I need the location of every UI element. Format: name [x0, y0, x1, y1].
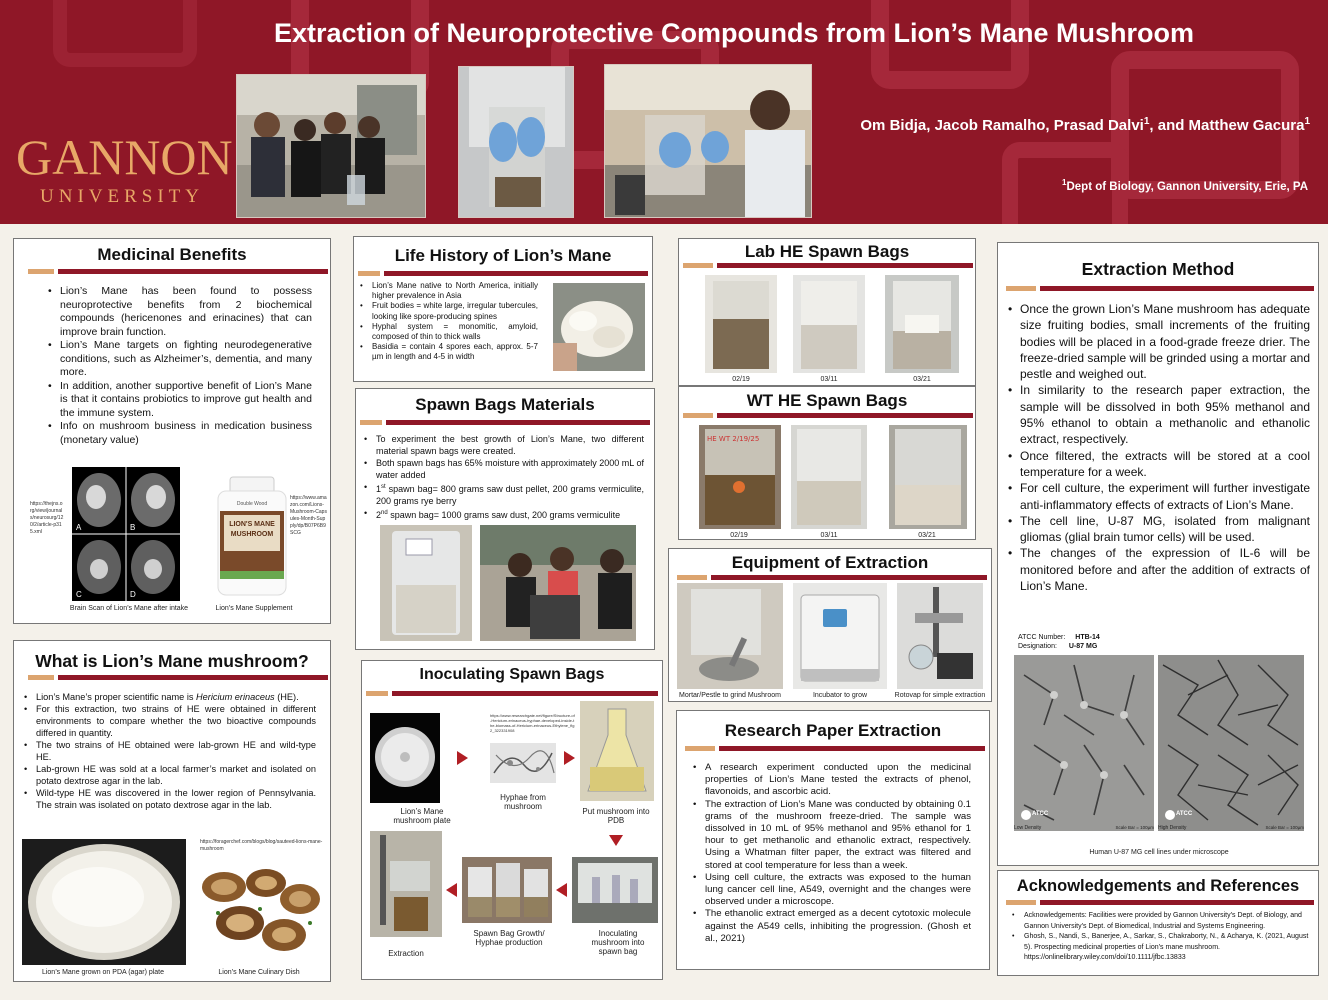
title-rule-accent — [28, 269, 54, 274]
list-item: • Ghosh, S., Nandi, S., Banerjee, A., Sarkar, S., Chakraborty, N., & Acharya, K. (2021, August 5). Prospecting medicinal properties of Lion’s mane mushroom. https://onlinelibrary.wiley.com/doi/10.1111/jfbc.13833 — [1012, 932, 1310, 964]
spawn-bag-graphic — [380, 525, 472, 641]
list-item: • The cell line, U-87 MG, isolated from malignant gliomas (glial brain tumor cells) will be used. — [1008, 513, 1310, 546]
extraction-graphic — [370, 831, 442, 937]
extraction-image — [370, 831, 442, 937]
fruit-body-graphic — [553, 283, 645, 371]
title-rule-accent — [1006, 286, 1036, 291]
culinary-dish-image — [190, 853, 324, 965]
equipment-caption: Mortar/Pestle to grind Mushroom — [679, 692, 781, 699]
poster-title: Extraction of Neuroprotective Compounds from Lion’s Mane Mushroom — [273, 18, 1195, 48]
lab-photo-inoculation-image — [605, 65, 812, 218]
panel-title: Equipment of Extraction — [731, 553, 929, 572]
scale-bar-low: Scale Bar = 100µm — [1115, 825, 1154, 830]
title-rule-accent — [28, 675, 54, 680]
panel-life-history — [353, 236, 653, 382]
hyphae-graphic — [490, 743, 556, 783]
author-list — [760, 116, 1310, 134]
panel-inoculating-spawn-bags — [361, 660, 663, 980]
title-rule-accent — [360, 420, 382, 425]
equipment-caption: Incubator to grow — [812, 692, 868, 699]
list-item: • For this extraction, two strains of HE were obtained in different environments to compare whether the two bioactive compounds differed in quantity. — [24, 703, 316, 739]
list-item: • Fruit bodies = white large, irregular tubercules, looking like spore-producing spines — [360, 301, 538, 321]
source-url-brain-scan: https://thejns.org/view/journals/neurosurg/120/2/article-p315.xml — [30, 501, 64, 535]
rotovap-graphic — [897, 583, 983, 689]
step-caption: Hyphae from mushroom — [500, 793, 546, 811]
authors-first: Om Bidja, Jacob Ramalho, Prasad Dalvi — [860, 117, 1144, 134]
list-item: • The ethanolic extract emerged as a decent cytotoxic molecule against the A549 cells, inhibiting the progression. (Ghosh et al., 2021) — [693, 908, 971, 945]
list-item: • Both spawn bags has 65% moisture with approximately 2000 mL of water added — [364, 457, 644, 481]
title-rule-accent — [358, 271, 380, 276]
lab-photo-inoculation — [604, 64, 812, 218]
title-rule — [392, 691, 658, 696]
label-low-density: Low Density — [1014, 825, 1042, 831]
panel-title: Lab HE Spawn Bags — [744, 242, 910, 261]
panel-spawn-bags-materials — [355, 388, 655, 650]
lab-bag-graphic — [705, 275, 777, 373]
panel-wt-he-spawn-bags — [678, 386, 976, 540]
list-item: • Lion’s Mane native to North America, initially higher prevalence in Asia — [360, 281, 538, 301]
wt-bag-graphic — [889, 425, 967, 529]
mortar-pestle-graphic — [677, 583, 783, 689]
list-item: • Lion’s Mane targets on fighting neurodegenerative conditions, such as Alzheimer’s, dementia, and many more. — [48, 339, 312, 380]
author-affil-marker: 1 — [1143, 116, 1150, 127]
caption-supplement: Lion’s Mane Supplement — [215, 605, 293, 612]
what-bullets — [24, 691, 316, 811]
caption-pda-plate: Lion’s Mane grown on PDA (agar) plate — [41, 969, 165, 976]
affiliation-marker: 1 — [1062, 178, 1067, 187]
scan-label: C — [76, 590, 82, 599]
medicinal-bullets — [48, 285, 312, 447]
title-rule — [58, 675, 328, 680]
cell-high-density-graphic — [1158, 655, 1304, 831]
title-rule-accent — [677, 575, 707, 580]
university-logo-subtitle: UNIVERSITY — [40, 186, 204, 207]
date-label: 03/21 — [918, 532, 936, 539]
list-item: • Once filtered, the extracts will be stored at a cool temperature for a week. — [1008, 448, 1310, 481]
lab-bag-photo — [793, 275, 865, 373]
affiliation-text: Dept of Biology, Gannon University, Erie, PA — [1066, 180, 1308, 193]
source-url-dish: https://foragerchef.com/blogs/blog/sauteed-lions-mane-mushroom — [200, 839, 323, 852]
title-rule-accent — [366, 691, 388, 696]
title-rule — [719, 746, 985, 751]
list-item: • In similarity to the research paper extraction, the sample will be dissolved in both 95% methanol and 95% ethanol to obtain a methanolic and ethanolic extract, respectively. — [1008, 382, 1310, 447]
panel-research-paper-extraction — [676, 710, 990, 970]
culinary-dish-graphic — [190, 853, 324, 965]
hyphae-image — [490, 743, 556, 783]
step-caption: Inoculating mushroom into spawn bag — [591, 929, 645, 956]
list-item: • For cell culture, the experiment will further investigate anti-inflammatory effects of extracts of Lion’s Mane. — [1008, 480, 1310, 513]
scientific-name: Hericium erinaceus — [196, 692, 275, 702]
title-rule-accent — [1006, 900, 1036, 905]
lab-bag-graphic — [793, 275, 865, 373]
pdb-flask-graphic — [580, 701, 654, 801]
life-history-bullets — [360, 281, 538, 363]
panel-title: Life History of Lion’s Mane — [394, 246, 612, 265]
list-item: • Lab-grown HE was sold at a local farmer’s market and isolated on potato dextrose agar in the lab. — [24, 763, 316, 787]
pda-plate-image — [22, 839, 186, 965]
date-label: 03/11 — [820, 532, 838, 539]
ack-references-list — [1012, 911, 1310, 964]
mushroom-plate-graphic — [370, 713, 440, 803]
list-item: • Lion’s Mane’s proper scientific name is Hericium erinaceus (HE). — [24, 691, 316, 703]
mushroom-plate-image — [370, 713, 440, 803]
wt-bag-photo — [889, 425, 967, 529]
atcc-info: ATCC Number: HTB-14 Designation: U-87 MG — [1018, 634, 1100, 650]
list-item: • To experiment the best growth of Lion’s Mane, two different material spawn bags were created. — [364, 433, 644, 457]
spawn-bag-growth-graphic — [462, 857, 552, 923]
lab-photo-gloves-image — [459, 67, 574, 218]
bottle-brand: Double Wood — [236, 501, 268, 507]
research-bullets — [693, 762, 971, 945]
incubator-graphic — [793, 583, 887, 689]
step-caption: Lion’s Mane mushroom plate — [393, 807, 451, 825]
panel-title: What is Lion’s Mane mushroom? — [35, 651, 309, 671]
lions-mane-fruit-body-image — [553, 283, 645, 371]
step-caption: Extraction — [388, 949, 424, 958]
list-item: • Once the grown Lion’s Mane mushroom has adequate size fruiting bodies, small increments of the fruiting bodies will be placed in a food-grade freeze drier. The freeze-dried sample will be grinded using a mortar and pestle and weighed out. — [1008, 301, 1310, 382]
university-logo-wordmark: GANNON — [16, 129, 233, 185]
title-rule — [711, 575, 987, 580]
bag-handwritten-tag: HE WT 2/19/25 — [707, 435, 760, 443]
lab-photo-gloves — [458, 66, 574, 218]
flow-arrow-down — [609, 835, 623, 846]
panel-equipment-of-extraction — [668, 548, 992, 702]
cell-line-low-density-image — [1014, 655, 1154, 831]
authors-last: , and Matthew Gacura — [1149, 117, 1305, 134]
flow-arrow-left — [556, 883, 567, 897]
caption-culinary-dish: Lion’s Mane Culinary Dish — [218, 969, 300, 976]
supplement-bottle-image — [210, 471, 294, 601]
list-item: • Acknowledgements: Facilities were provided by Gannon University’s Dept. of Biology, and Gannon University’s Dept. of Biomedical, Industrial and Systems Engineering. — [1012, 911, 1310, 932]
list-item: • The extraction of Lion’s Mane was conducted by obtaining 0.1 grams of the mushroom freeze-dried. The sample was dissolved in 10 mL of 95% methanol and 95% ethanol for 1 hour to get methanolic and ethanolic extract, respectively. Using a Whatman filter paper, the extract was filtered and stored at cool temperature for less than a week. — [693, 799, 971, 872]
date-label: 03/11 — [820, 376, 838, 383]
method-bullets — [1008, 301, 1310, 594]
list-item: • 2nd spawn bag= 1000 grams saw dust, 200 grams vermiculite — [364, 507, 644, 521]
panel-title: WT HE Spawn Bags — [746, 391, 908, 410]
date-label: 02/19 — [732, 376, 750, 383]
list-item: • The two strains of HE obtained were lab-grown HE and wild-type HE. — [24, 739, 316, 763]
list-item: • 1st spawn bag= 800 grams saw dust pellet, 200 grams vermiculite, 200 grams rye berry — [364, 481, 644, 507]
panel-lab-he-spawn-bags — [678, 238, 976, 386]
panel-title: Research Paper Extraction — [724, 721, 942, 740]
title-rule — [717, 263, 973, 268]
lab-bag-photo — [885, 275, 959, 373]
spawn-bag-photo — [380, 525, 472, 641]
cell-line-high-density-image — [1158, 655, 1304, 831]
lab-photo-team — [236, 74, 426, 218]
source-url-hyphae: https://www.researchgate.net/figure/Structure-of-Hericium-erinaceus-hyphae-developed-inside-the-biomass-of-Hericium-erinaceus-Ethylene_fig2_322331908 — [490, 713, 575, 733]
flow-arrow-left — [446, 883, 457, 897]
poster-header — [0, 0, 1328, 224]
title-rule-accent — [685, 746, 715, 751]
panel-medicinal-benefits — [13, 238, 331, 624]
title-rule-accent — [683, 263, 713, 268]
flow-arrow-right — [564, 751, 575, 765]
team-spawn-bag-photo — [480, 525, 636, 641]
bottle-label-line2: MUSHROOM — [230, 531, 274, 538]
list-item: • In addition, another supportive benefit of Lion’s Mane is that it contains probiotics to improve gut health and the immune system. — [48, 380, 312, 421]
scale-bar-high: Scale Bar = 100µm — [1265, 825, 1304, 830]
lab-bag-photo — [705, 275, 777, 373]
list-item: • Wild-type HE was discovered in the lower region of Pennsylvania. The strain was isolated on potato dextrose agar in the lab. — [24, 787, 316, 811]
team-spawn-bag-graphic — [480, 525, 636, 641]
inoculation-graphic — [572, 857, 658, 923]
panel-title: Inoculating Spawn Bags — [419, 666, 605, 683]
panel-title: Extraction Method — [1081, 259, 1235, 279]
step-caption: Put mushroom into PDB — [582, 807, 650, 825]
title-rule-accent — [683, 413, 713, 418]
list-item: • Hyphal system = monomitic, amyloid, composed of thin to thick walls — [360, 322, 538, 342]
title-rule — [717, 413, 973, 418]
wt-bag-photo — [791, 425, 867, 529]
atcc-badge: ATCC — [1176, 811, 1193, 817]
panel-title: Acknowledgements and References — [1016, 877, 1300, 895]
bottle-label-line1: LION'S MANE — [229, 521, 275, 528]
date-label: 02/19 — [730, 532, 748, 539]
label-high-density: High Density — [1158, 825, 1187, 831]
lab-bag-graphic — [885, 275, 959, 373]
pdb-flask-image — [580, 701, 654, 801]
affiliation — [760, 178, 1308, 193]
lab-photo-team-image — [237, 75, 426, 218]
brain-scan-graphic — [72, 467, 180, 601]
pda-plate-graphic — [22, 839, 186, 965]
list-item: • Basidia = contain 4 spores each, approx. 5-7 µm in length and 4-5 in width — [360, 342, 538, 362]
title-rule — [384, 271, 648, 276]
wt-bag-photo — [699, 425, 781, 529]
title-rule — [386, 420, 650, 425]
panel-title: Spawn Bags Materials — [415, 395, 595, 414]
caption-brain-scan: Brain Scan of Lion’s Mane after intake — [69, 605, 189, 612]
rotovap-image — [897, 583, 983, 689]
date-label: 03/21 — [913, 376, 931, 383]
list-item: • Info on mushroom business in medication business (monetary value) — [48, 420, 312, 447]
title-rule — [1040, 286, 1314, 291]
incubator-image — [793, 583, 887, 689]
flow-arrow-right — [457, 751, 468, 765]
title-rule — [1040, 900, 1314, 905]
cell-low-density-graphic — [1014, 655, 1154, 831]
author-affil-marker: 1 — [1304, 116, 1310, 127]
equipment-caption: Rotovap for simple extraction — [894, 692, 986, 699]
spawn-bullets — [364, 433, 644, 521]
atcc-badge: ATCC — [1032, 811, 1049, 817]
spawn-bag-growth-image — [462, 857, 552, 923]
list-item: • Using cell culture, the extracts was exposed to the human lung cancer cell line, A549, overnight and the changes were observed under a microscope. — [693, 872, 971, 909]
scan-label: A — [76, 523, 82, 532]
list-item: • Lion’s Mane has been found to possess neuroprotective benefits from 2 biochemical compounds (hericenones and erinacines) that can improve brain function. — [48, 285, 312, 339]
brain-scan-image — [72, 467, 180, 601]
mortar-pestle-image — [677, 583, 783, 689]
scan-label: D — [130, 590, 136, 599]
panel-acknowledgements-references — [997, 870, 1319, 976]
source-url-supplement: https://www.amazon.com/Lions-Mushroom-Capsules-Month-Supply/dp/B07P6B9SCG — [290, 495, 327, 536]
list-item: • A research experiment conducted upon the medicinal properties of Lion’s Mane tested the extracts of phenol, flavonoids, and ascorbic acid. — [693, 762, 971, 799]
step-caption: Spawn Bag Growth/ Hyphae production — [473, 929, 545, 947]
panel-extraction-method — [997, 242, 1319, 866]
title-rule — [58, 269, 328, 274]
list-item: • The changes of the expression of IL-6 will be monitored before and after the addition of extracts of Lion’s Mane. — [1008, 545, 1310, 594]
inoculation-image — [572, 857, 658, 923]
caption-cell-lines: Human U-87 MG cell lines under microscope — [1089, 849, 1229, 856]
wt-bag-graphic — [791, 425, 867, 529]
panel-title: Medicinal Benefits — [97, 245, 247, 264]
panel-what-is-lions-mane — [13, 640, 331, 982]
scan-label: B — [130, 523, 136, 532]
